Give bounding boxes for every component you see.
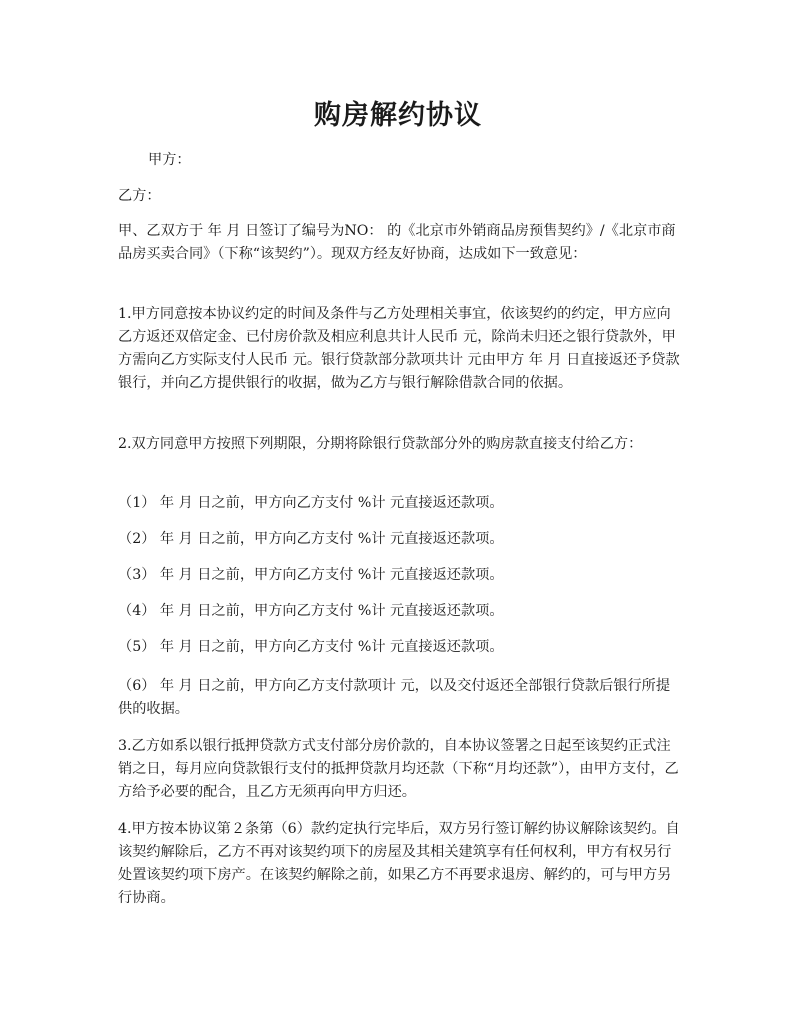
document-title: 购房解约协议	[314, 100, 482, 131]
clause-4-paragraph: 4.甲方按本协议第２条第（6）款约定执行完毕后，双方另行签订解约协议解除该契约。自该契约解除后，乙方不再对该契约项下的房屋及其相关建筑享有任何权利，甲方有权另行处置该契约项下房产。在该契约解除之前，如果乙方不再要求退房、解约的，可与甲方另行协商。	[118, 821, 680, 906]
party-a-line: 甲方：	[148, 152, 191, 168]
clause-2-paragraph: 2.双方同意甲方按照下列期限，分期将除银行贷款部分外的购房款直接支付给乙方：	[118, 436, 643, 452]
party-b-line: 乙方：	[118, 188, 161, 204]
payment-item-6: （6） 年 月 日之前，甲方向乙方支付款项计 元，以及交付返还全部银行贷款后银行所提供的收据。	[118, 678, 671, 717]
payment-item-1: （1） 年 月 日之前，甲方向乙方支付 %计 元直接返还款项。	[118, 495, 504, 511]
clause-3-paragraph: 3.乙方如系以银行抵押贷款方式支付部分房价款的，自本协议签署之日起至该契约正式注销之日，每月应向贷款银行支付的抵押贷款月均还款（下称“月均还款”），由甲方支付，乙方给予必要的配合，且乙方无须再向甲方归还。	[118, 738, 679, 800]
payment-item-5: （5） 年 月 日之前，甲方向乙方支付 %计 元直接返还款项。	[118, 639, 504, 655]
payment-item-4: （4） 年 月 日之前，甲方向乙方支付 %计 元直接返还款项。	[118, 603, 504, 619]
payment-item-2: （2） 年 月 日之前，甲方向乙方支付 %计 元直接返还款项。	[118, 531, 504, 547]
intro-paragraph: 甲、乙双方于 年 月 日签订了编号为NO： 的《北京市外销商品房预售契约》/《北京市商品房买卖合同》（下称“该契约”）。现双方经友好协商，达成如下一致意见：	[118, 223, 676, 262]
payment-item-3: （3） 年 月 日之前，甲方向乙方支付 %计 元直接返还款项。	[118, 567, 504, 583]
clause-1-paragraph: 1.甲方同意按本协议约定的时间及条件与乙方处理相关事宜，依该契约的约定，甲方应向乙方返还双倍定金、已付房价款及相应利息共计人民币 元，除尚未归还之银行贷款外，甲方需向乙方实际支付人民币 元。银行贷款部分款项共计 元由甲方 年 月 日直接返还予贷款银行，并向乙方提供银行的收据，做为乙方与银行解除借款合同的依据。	[118, 306, 680, 391]
